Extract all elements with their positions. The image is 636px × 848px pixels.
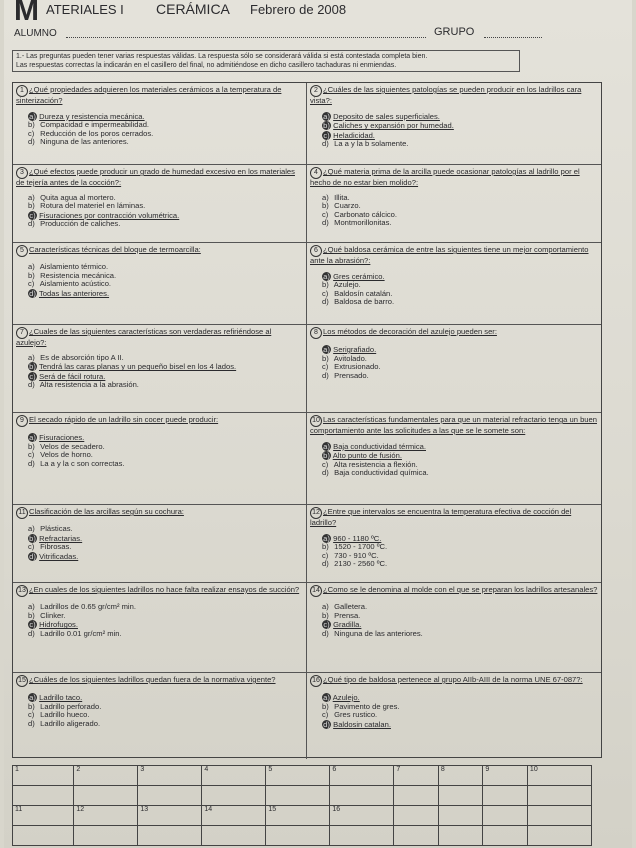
answer-number: 9: [483, 766, 528, 786]
answer-option[interactable]: [310, 121, 598, 131]
question-number: 6: [310, 245, 322, 257]
option-letter: b): [322, 353, 329, 363]
option-letter: d): [322, 468, 329, 478]
question-text: [310, 585, 598, 597]
question-number: 4: [310, 167, 322, 179]
question-text: [16, 327, 303, 348]
option-text: Prensado.: [334, 370, 369, 380]
option-letter: d): [322, 370, 329, 380]
answer-option[interactable]: [310, 298, 598, 307]
answer-number: 10: [527, 766, 591, 786]
instruction-line: Las respuestas correctas la indicarán en el casillero del final, no admitiéndose en dicho casillero tachaduras ni enmiendas.: [16, 62, 397, 69]
answer-number: [394, 806, 439, 826]
answer-box[interactable]: [138, 826, 202, 846]
option-letter: c): [28, 542, 35, 552]
answer-number: 5: [266, 766, 330, 786]
option-text: Extrusionado.: [334, 362, 381, 372]
question-number: 1: [16, 85, 28, 97]
option-text: Todas las anteriores.: [38, 288, 110, 298]
option-text: Aislamiento térmico.: [39, 262, 109, 271]
option-text: 2130 - 2560 ºC.: [334, 559, 388, 569]
answer-row: [13, 766, 592, 786]
option-letter: b): [28, 270, 35, 280]
answer-option[interactable]: [310, 442, 598, 452]
option-letter: a): [323, 693, 330, 702]
option-text: Caliches y expansión por humedad.: [333, 121, 454, 131]
option-letter: c): [28, 710, 35, 720]
option-text: Plásticas.: [40, 524, 73, 533]
question-statement: Las características fundamentales para que un material refractario tenga un buen comportamiento ante las solicitudes a las que se le somete son:: [310, 415, 597, 435]
answer-number: 14: [202, 806, 266, 826]
question-number: 14: [310, 585, 322, 597]
question-statement: ¿Entre que intervalos se encuentra la temperatura efectiva de cocción del ladrillo?: [310, 507, 572, 527]
option-letter: c): [28, 279, 35, 289]
option-text: Cuarzo.: [334, 201, 361, 211]
answer-option[interactable]: [16, 525, 303, 534]
question-statement: ¿Qué propiedades adquieren los materiales cerámicos a la temperatura de sinterización?: [16, 85, 282, 105]
option-text: Fibrosas.: [40, 542, 72, 552]
option-letter: c): [322, 459, 329, 469]
option-letter: d): [322, 297, 329, 307]
answer-option[interactable]: [310, 112, 598, 122]
option-letter: d): [28, 718, 35, 728]
option-letter: a): [28, 524, 35, 533]
question-text: [16, 167, 303, 188]
option-text: Deposito de sales superficiales.: [333, 111, 440, 121]
answer-option[interactable]: [16, 202, 303, 211]
question-number: 5: [16, 245, 28, 257]
question-4: [307, 165, 601, 243]
answer-box[interactable]: [138, 786, 202, 806]
header-subject: ATERIALES I: [46, 2, 124, 17]
option-text: Baja conductividad química.: [334, 468, 429, 478]
answer-option[interactable]: [16, 381, 303, 390]
option-letter: a): [323, 111, 330, 121]
option-letter: b): [322, 280, 329, 290]
alumno-label: ALUMNO: [14, 28, 57, 39]
answer-option[interactable]: [310, 219, 598, 228]
option-letter: d): [28, 628, 35, 638]
question-statement: ¿Como se le denomina al molde con el que se preparan los ladrillos artesanales?: [323, 585, 598, 594]
answer-grid: [12, 765, 592, 843]
option-text: Baja conductividad térmica.: [333, 441, 426, 451]
answer-number: 12: [74, 806, 138, 826]
option-letter: a): [29, 111, 36, 121]
option-text: Heladicidad.: [333, 130, 375, 140]
option-letter: c): [322, 209, 329, 219]
answer-option[interactable]: [310, 612, 598, 621]
option-letter: c): [29, 620, 36, 630]
option-letter: d): [28, 380, 35, 390]
question-2: [307, 83, 601, 165]
question-8: [307, 325, 601, 413]
option-letter: a): [28, 192, 35, 202]
answer-number: 4: [202, 766, 266, 786]
answer-number: [438, 806, 483, 826]
question-text: [16, 415, 303, 427]
answer-box[interactable]: [394, 826, 439, 846]
header-initial: M: [14, 0, 38, 27]
answer-row: [13, 806, 592, 826]
answer-option[interactable]: [310, 469, 598, 478]
option-text: Clinker.: [40, 610, 66, 620]
exam-header: [12, 0, 624, 27]
answer-box[interactable]: [266, 826, 330, 846]
exam-sheet: [4, 0, 632, 848]
answer-option[interactable]: [310, 372, 598, 381]
option-text: La a y la b solamente.: [334, 139, 409, 149]
option-text: Fisuraciones.: [39, 433, 85, 442]
option-text: Vitrificadas.: [39, 551, 79, 561]
option-letter: c): [322, 550, 329, 560]
option-text: 730 - 910 ºC.: [334, 550, 379, 560]
question-number: 15: [16, 675, 28, 687]
option-text: Galletera.: [334, 602, 368, 611]
option-letter: d): [322, 218, 329, 228]
option-text: Fisuraciones por contracción volumétrica.: [39, 210, 180, 220]
option-letter: b): [29, 533, 36, 543]
option-text: Quita agua al mortero.: [40, 192, 116, 202]
option-text: Ladrillo aligerado.: [40, 718, 101, 728]
option-letter: b): [28, 441, 35, 451]
option-text: Baldosa de barro.: [334, 297, 395, 307]
alumno-line[interactable]: [66, 37, 426, 38]
option-text: Illita.: [334, 192, 350, 202]
question-15: [13, 673, 307, 759]
option-letter: b): [29, 362, 36, 372]
question-10: [307, 413, 601, 505]
question-statement: ¿En cuales de los siguientes ladrillos no hace falta realizar ensayos de succión?: [29, 585, 300, 594]
question-number: 9: [16, 415, 28, 427]
answer-box[interactable]: [330, 786, 394, 806]
answer-option[interactable]: [16, 460, 303, 469]
question-number: 12: [310, 507, 322, 519]
answer-box[interactable]: [202, 826, 266, 846]
answer-option[interactable]: [16, 543, 303, 552]
option-letter: a): [322, 602, 329, 611]
question-statement: Los métodos de decoración del azulejo pueden ser:: [323, 327, 497, 336]
questions-grid: [12, 82, 602, 758]
question-11: [13, 505, 307, 583]
answer-number: 6: [330, 766, 394, 786]
option-letter: a): [323, 441, 330, 451]
answer-option[interactable]: [16, 720, 303, 729]
question-statement: ¿Qué materia prima de la arcilla puede ocasionar patologías al ladrillo por el hecho de no estar bien molido?:: [310, 167, 580, 187]
question-statement: ¿Qué tipo de baldosa pertenece al grupo AIIb-AIII de la norma UNE 67-087?:: [323, 675, 583, 684]
option-letter: c): [323, 130, 330, 140]
question-statement: ¿Cuáles de las siguientes patologías se pueden producir en los ladrillos cara vista?:: [310, 85, 582, 105]
answer-number: 1: [13, 766, 74, 786]
option-text: Es de absorción tipo A II.: [40, 352, 124, 362]
answer-box[interactable]: [527, 786, 591, 806]
question-number: 13: [16, 585, 28, 597]
option-text: Será de fácil rotura.: [39, 371, 106, 381]
option-letter: a): [323, 533, 330, 543]
answer-option[interactable]: [16, 362, 303, 372]
option-letter: a): [28, 262, 35, 271]
question-number: 10: [310, 415, 322, 427]
answer-option[interactable]: [16, 138, 303, 147]
option-text: Gradilla.: [333, 620, 362, 630]
answer-number: 3: [138, 766, 202, 786]
question-text: [310, 415, 598, 436]
option-text: Ladrillo hueco.: [40, 710, 90, 720]
question-3: [13, 165, 307, 243]
question-number: 7: [16, 327, 28, 339]
option-text: Velos de horno.: [40, 450, 93, 460]
grupo-line[interactable]: [484, 37, 542, 38]
answer-option[interactable]: [16, 280, 303, 289]
option-letter: d): [29, 551, 36, 561]
answer-box[interactable]: [13, 826, 74, 846]
header-date: Febrero de 2008: [250, 2, 347, 17]
answer-number: 15: [266, 806, 330, 826]
question-statement: ¿Qué efectos puede producir un grado de humedad excesivo en los materiales de tejería antes de la cocción?:: [16, 167, 295, 187]
option-text: Gres rustico.: [334, 710, 378, 720]
option-text: 960 - 1180 ºC.: [333, 533, 382, 543]
question-text: [16, 85, 303, 106]
question-text: [310, 85, 598, 106]
question-7: [13, 325, 307, 413]
question-16: [307, 673, 601, 759]
answer-option[interactable]: [16, 630, 303, 639]
answer-option[interactable]: [16, 289, 303, 299]
answer-box[interactable]: [13, 786, 74, 806]
question-statement: ¿Cuales de las siguientes características son verdaderas refiriéndose al azulejo?:: [16, 327, 272, 347]
option-text: Alta resistencia a la abrasión.: [39, 380, 139, 390]
question-text: [16, 245, 303, 257]
option-text: 1520 - 1700 ºC.: [334, 542, 388, 552]
question-text: [310, 675, 598, 687]
answer-option[interactable]: [310, 720, 598, 730]
question-statement: Características técnicas del bloque de termoarcilla:: [29, 245, 201, 254]
option-text: Serigrafiado.: [333, 345, 377, 354]
option-text: Gres cerámico.: [333, 271, 385, 281]
option-text: Refractarias.: [39, 533, 83, 543]
option-text: Tendrá las caras planas y un pequeño bisel en los 4 lados.: [38, 362, 237, 372]
option-text: Baldosín catalán.: [334, 288, 393, 298]
option-letter: a): [323, 345, 330, 354]
question-number: 2: [310, 85, 322, 97]
option-letter: a): [28, 352, 35, 362]
option-text: Ninguna de las anteriores.: [40, 137, 129, 147]
option-letter: b): [322, 201, 329, 211]
answer-box[interactable]: [202, 786, 266, 806]
option-letter: a): [28, 602, 35, 611]
option-letter: b): [323, 451, 330, 461]
answer-number: [483, 806, 528, 826]
option-letter: b): [28, 701, 35, 711]
answer-box[interactable]: [438, 826, 483, 846]
option-text: Resistencia mecánica.: [40, 270, 117, 280]
answer-box[interactable]: [483, 786, 528, 806]
option-letter: a): [322, 192, 329, 202]
option-letter: d): [322, 139, 329, 149]
instruction-line: 1.- Las preguntas pueden tener varias respuestas válidas. La respuesta sólo se considerará válida si está contestada completa bien.: [16, 53, 428, 60]
option-letter: b): [28, 610, 35, 620]
option-letter: c): [28, 450, 35, 460]
option-letter: c): [29, 371, 36, 381]
option-letter: d): [322, 628, 329, 638]
option-text: Hidrofugos.: [39, 620, 78, 630]
option-text: Aislamiento acústico.: [39, 279, 112, 289]
option-text: Avitolado.: [333, 353, 367, 363]
question-9: [13, 413, 307, 505]
option-letter: b): [323, 121, 330, 131]
option-text: Alta resistencia a flexión.: [333, 459, 418, 469]
option-letter: d): [28, 219, 35, 229]
question-statement: Clasificación de las arcillas según su cochura:: [29, 507, 184, 516]
answer-box[interactable]: [394, 786, 439, 806]
answer-row-blank: [13, 786, 592, 806]
option-text: Ladrillo perforado.: [40, 701, 102, 711]
answer-box[interactable]: [438, 786, 483, 806]
option-letter: c): [323, 620, 330, 630]
question-statement: El secado rápido de un ladrillo sin cocer puede producir:: [29, 415, 219, 424]
answer-option[interactable]: [310, 560, 598, 569]
answer-option[interactable]: [310, 711, 598, 720]
grupo-label: GRUPO: [434, 26, 475, 38]
option-text: Compacidad e impermeabilidad.: [40, 120, 150, 130]
option-text: Pavimento de gres.: [334, 701, 400, 711]
option-text: Prensa.: [334, 610, 361, 620]
option-text: Alto punto de fusión.: [332, 451, 402, 461]
option-letter: b): [322, 610, 329, 620]
student-row: [14, 26, 622, 40]
option-text: Rotura del materiel en láminas.: [40, 201, 146, 211]
answer-option[interactable]: [16, 552, 303, 562]
option-text: La a y la c son correctas.: [40, 458, 125, 468]
option-text: Dureza y resistencia mecánica.: [39, 111, 145, 121]
answer-box[interactable]: [483, 826, 528, 846]
option-letter: c): [322, 362, 329, 372]
option-text: Baldosin catalan.: [333, 719, 391, 729]
question-text: [310, 245, 598, 266]
answer-option[interactable]: [16, 354, 303, 363]
question-12: [307, 505, 601, 583]
answer-option[interactable]: [16, 220, 303, 229]
option-text: Ladrillos de 0.65 gr/cm² min.: [40, 602, 136, 611]
option-letter: b): [322, 701, 329, 711]
option-letter: a): [29, 433, 36, 442]
answer-number: 2: [74, 766, 138, 786]
answer-box[interactable]: [330, 826, 394, 846]
question-text: [16, 507, 303, 519]
option-text: Azulejo.: [332, 693, 360, 702]
question-number: 16: [310, 675, 322, 687]
question-text: [16, 675, 303, 687]
question-13: [13, 583, 307, 673]
option-text: Ninguna de las anteriores.: [334, 628, 423, 638]
option-letter: c): [29, 210, 36, 220]
answer-number: 11: [13, 806, 74, 826]
option-letter: b): [28, 201, 35, 211]
answer-number: 8: [438, 766, 483, 786]
question-text: [310, 167, 598, 188]
question-6: [307, 243, 601, 325]
option-letter: d): [28, 137, 35, 147]
answer-box[interactable]: [74, 786, 138, 806]
answer-box[interactable]: [266, 786, 330, 806]
answer-number: 13: [138, 806, 202, 826]
option-letter: d): [28, 458, 35, 468]
option-letter: c): [28, 128, 35, 138]
question-text: [310, 327, 598, 339]
answer-box[interactable]: [527, 826, 591, 846]
option-text: Velos de secadero.: [40, 441, 105, 451]
answer-box[interactable]: [74, 826, 138, 846]
option-text: Reducción de los poros cerrados.: [40, 128, 154, 138]
option-letter: c): [322, 710, 329, 720]
option-letter: b): [322, 542, 329, 552]
option-text: Azulejo.: [333, 280, 361, 290]
option-letter: d): [322, 559, 329, 569]
question-text: [310, 507, 598, 528]
option-letter: d): [323, 719, 330, 729]
question-text: [16, 585, 303, 597]
question-number: 8: [310, 327, 322, 339]
question-number: 11: [16, 507, 28, 519]
option-letter: d): [29, 288, 36, 298]
question-number: 3: [16, 167, 28, 179]
answer-option[interactable]: [310, 140, 598, 149]
question-statement: ¿Cuáles de los siguientes ladrillos quedan fuera de la normativa vigente?: [29, 675, 276, 684]
answer-number: 7: [394, 766, 439, 786]
question-14: [307, 583, 601, 673]
option-text: Producción de caliches.: [40, 219, 121, 229]
question-1: [13, 83, 307, 165]
answer-option[interactable]: [16, 612, 303, 621]
option-letter: c): [322, 288, 329, 298]
question-5: [13, 243, 307, 325]
answer-number: [527, 806, 591, 826]
answer-option[interactable]: [310, 630, 598, 639]
option-letter: b): [28, 120, 35, 130]
header-topic: CERÁMICA: [156, 1, 230, 17]
option-text: Ladrillo taco.: [39, 693, 83, 702]
question-statement: ¿Qué baldosa cerámica de entre las siguientes tiene un mejor comportamiento ante la abrasión?:: [310, 245, 589, 265]
option-letter: a): [29, 693, 36, 702]
instructions: [12, 50, 520, 72]
answer-row-blank: [13, 826, 592, 846]
option-letter: a): [323, 271, 330, 281]
option-text: Carbonato cálcico.: [334, 209, 398, 219]
answer-number: 16: [330, 806, 394, 826]
option-text: Montmorillonitas.: [334, 218, 392, 228]
option-text: Ladrillo 0.01 gr/cm² min.: [40, 628, 122, 638]
